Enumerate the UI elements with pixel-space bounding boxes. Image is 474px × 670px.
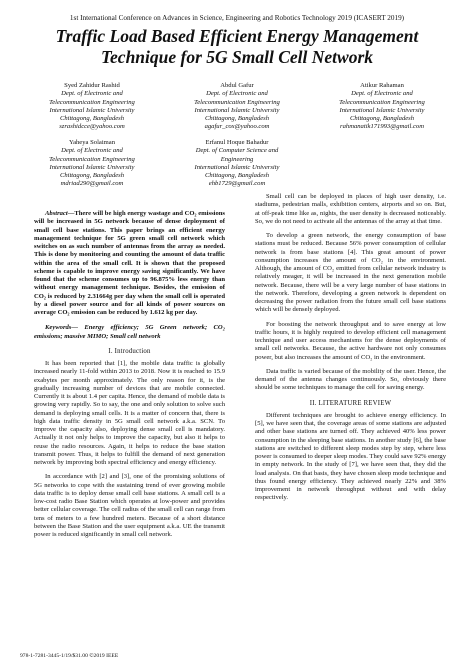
- body-paragraph: Small cell can be deployed in places of high user density, i.e. stadiums, pedestrian malls, exhibition centers, airports and so on. But, at off-peak time like as, nights, the user density is decreased noticeably. So, we do not need to activate all the antennas of the array at that time.: [255, 193, 446, 225]
- author-dept-line2: Telecommunication Engineering: [339, 98, 425, 106]
- author-dept: Dept. of Electronic and: [61, 147, 123, 155]
- author-dept-line2: Telecommunication Engineering: [49, 98, 135, 106]
- left-column: [34, 210, 225, 539]
- body-paragraph: To develop a green network, the energy consumption of base stations must be reduced. Because 56% power consumption of cellular network is from base stations [4]. This great amount of power consumption increases the amount of CO₂ in the environment. Although, the amount of CO₂ emitted from cellular network industry is relatively meager, it will be increased in the next generation mobile network. Because, there will be a very large number of base stations in the network. Therefore, developing a green network is dependent on decreasing the power radiation from the future small cell base stations which will be densely deployed.: [255, 232, 446, 314]
- author-dept: Dept. of Electronic and: [61, 90, 123, 98]
- title-line-2: Technique for 5G Small Cell Network: [100, 47, 374, 67]
- intro-paragraph: In accordance with [2] and [3], one of the promising solutions of 5G networks to cope with the sustaining trend of ever growing mobile data traffic is to deploy dense small cell base stations. A small cell is a low-cost radio Base Station which operates at low-power and provides better cellular coverage. The cell radius of the small cell can range from tens of meters to a few hundred meters. Because of a short distance between the Base Station and the user equipment a.k.a. UE the transmit power is reduced significantly in small cell network.: [34, 473, 225, 538]
- title-line-1: Traffic Load Based Efficient Energy Management: [55, 26, 419, 46]
- author-name: Atikur Rahaman: [360, 82, 404, 89]
- author-city: Chittagong, Bangladesh: [59, 115, 125, 123]
- author-block: [167, 139, 307, 189]
- author-university: International Islamic University: [49, 163, 135, 171]
- author-city: Chittagong, Bangladesh: [204, 172, 270, 180]
- copyright-footer: 978-1-7281-3445-1/19/$31.00 ©2019 IEEE: [20, 653, 119, 659]
- author-dept-line2: Telecommunication Engineering: [194, 98, 280, 106]
- author-name: Abdul Gafur: [220, 82, 254, 89]
- intro-paragraph: It has been reported that [1], the mobile data traffic is globally increased nearly 11-fold within 2013 to 2018. Now it is reached to 15.9 exabytes per month approximately. The only reason for it, is the gradually increasing number of devices that are mobile connected. Currently it is about 1.4 per capita. Hence, the demand of mobile data is growing very rapidly. So to say, the one and only solution to solve such demand is deploying small cells. It is a matter of concern that, there is high data traffic density in 5G small cell network a.k.a. SCN. To improve the capacity also, deploying dense small cell is mandatory. Actually it not only helps to improve the capacity, but also it helps to reuse the radio resources. Again, it helps to reduce the base station transmit power. Thus, it helps to fulfill the demand of next generation network by improving both spectral efficiency and energy efficiency.: [34, 360, 225, 466]
- right-column: [255, 193, 446, 503]
- author-email: mdriad290@gmail.com: [60, 180, 124, 188]
- keywords-text: Energy efficiency; 5G Green network; CO₂ emissions; massive MIMO; Small cell network: [34, 324, 225, 340]
- author-university: International Islamic University: [339, 106, 425, 114]
- author-email: agafur_cox@yahoo.com: [204, 123, 270, 131]
- paper-title: [20, 26, 454, 68]
- abstract-text: —There will be high energy wastage and CO₂ emissions will be increased in 5G network because of dense deployment of small cell base stations. This paper brings an efficient energy management technique for 5G green small cell network which switches on as such number of antennas from the array as needed. This is done by monitoring and counting the amount of data traffic within the area of the small cell. It is shown that the proposed scheme is capable to improve energy saving significantly. We have found that the scheme consumes up to 96.875% less energy than without energy management technique. Besides, the emission of CO₂ is reduced by 2.31664g per day when the small cell is operated by a diesel power source and for all kinds of power sources on average CO₂ emission can be reduced by 1.612 kg per day.: [34, 210, 225, 316]
- author-dept-line2: Engineering: [220, 155, 254, 163]
- author-city: Chittagong, Bangladesh: [59, 172, 125, 180]
- author-block: [312, 82, 452, 132]
- author-email: rahmanatik171993@gmail.com: [340, 123, 424, 131]
- author-name: Erfanul Hoque Bahadur: [205, 139, 269, 146]
- author-city: Chittagong, Bangladesh: [349, 115, 415, 123]
- keywords-lead: Keywords—: [45, 324, 78, 332]
- body-paragraph: For boosting the network throughput and to save energy at low traffic hours, it is highly required to develop efficient cell management technique and user access mechanisms for the dense deployments of small cell networks. Because, the active hardware not only consumes power, but also increases the amount of CO₂ in the environment.: [255, 320, 446, 361]
- author-block: [22, 139, 162, 189]
- author-email: ehb1729@gmail.com: [208, 180, 266, 188]
- author-email: szrashidcce@yahoo.com: [59, 123, 125, 131]
- author-block: [167, 82, 307, 132]
- abstract-lead: Abstract: [45, 210, 68, 217]
- author-dept-line2: Telecommunication Engineering: [49, 155, 135, 163]
- author-dept: Dept. of Electronic and: [206, 90, 268, 98]
- conference-header: 1st International Conference on Advances in Science, Engineering and Robotics Technology 2019 (ICASERT 2019): [69, 14, 405, 22]
- author-university: International Islamic University: [194, 106, 280, 114]
- author-name: Yaheya Solaiman: [68, 139, 116, 146]
- author-university: International Islamic University: [194, 163, 280, 171]
- abstract: [34, 210, 225, 317]
- section-heading-literature-review: II. LITERATURE REVIEW: [309, 399, 392, 407]
- author-name: Syed Zahidur Rashid: [64, 82, 120, 89]
- author-dept: Dept. of Computer Science and: [195, 147, 279, 155]
- author-dept: Dept. of Electronic and: [351, 90, 413, 98]
- author-city: Chittagong, Bangladesh: [204, 115, 270, 123]
- author-university: International Islamic University: [49, 106, 135, 114]
- author-block: [22, 82, 162, 132]
- literature-paragraph: Different techniques are brought to achieve energy efficiency. In [5], we have seen that, the coverage areas of some stations are adjusted and other base stations are turned off. They achieved 40% less power consumption in the sleeping base stations. In another study [6], the base stations are switched to different sleep modes step by step, where less power is consumed to deeper sleep modes. They could save 92% energy in empty network. In the study of [7], we have seen that, they did the load analysis. On that basis, they have chosen sleep mode technique and thus found energy efficiency. They achieved nearly 22% and 38% improvement in network throughput without and with delay respectively.: [255, 411, 446, 502]
- body-paragraph: Data traffic is varied because of the mobility of the user. Hence, the demand of the antenna changes continuously. So, obviously there should be some techniques to manage the cell for saving energy.: [255, 367, 446, 392]
- keywords: [34, 324, 225, 341]
- section-heading-introduction: I. Introduction: [108, 347, 151, 355]
